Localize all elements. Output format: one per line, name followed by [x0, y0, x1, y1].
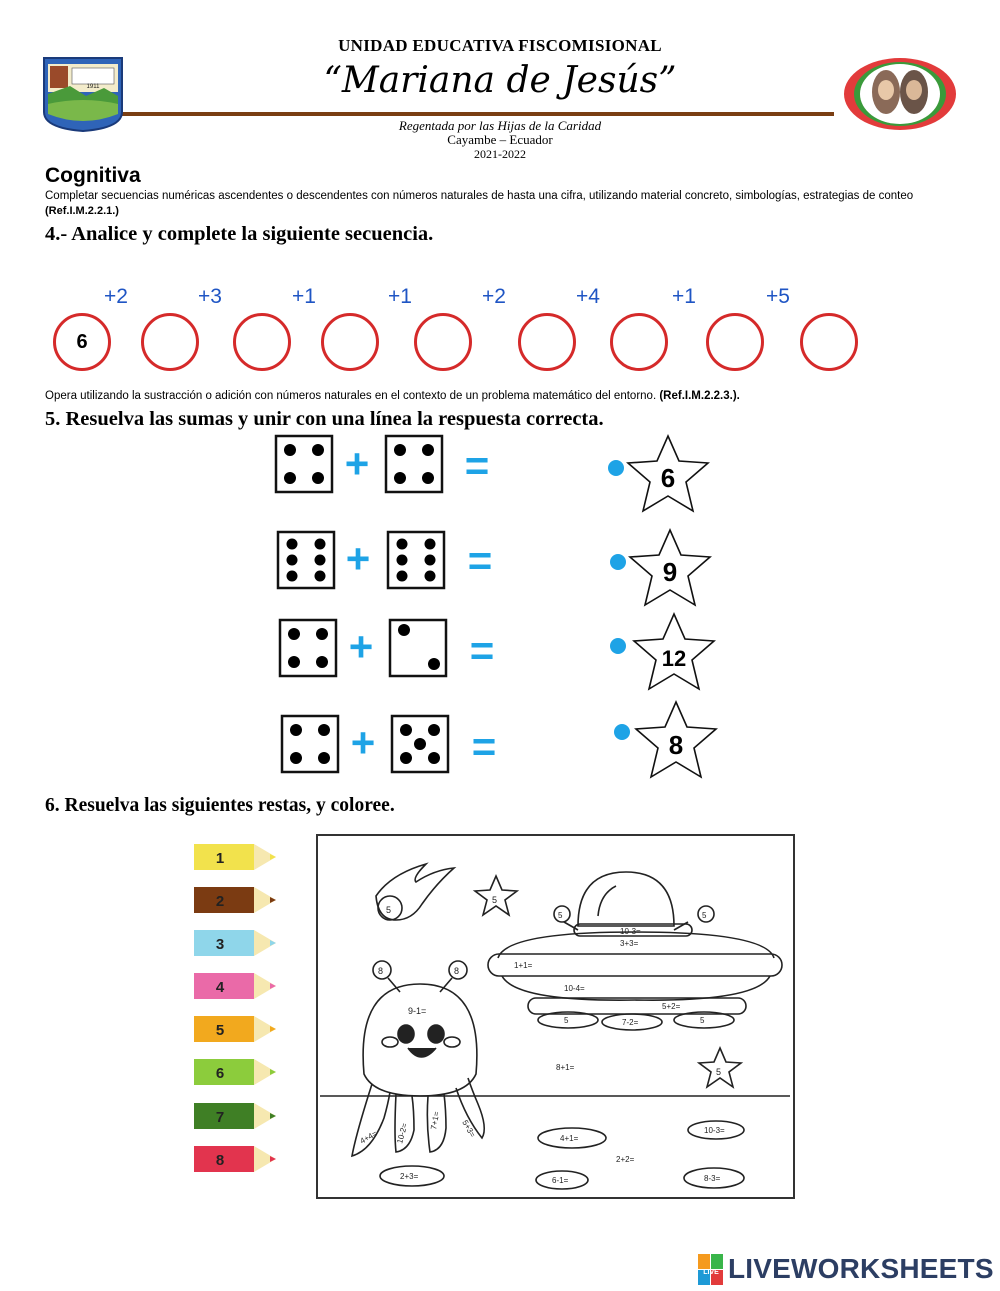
- exercise-4-title: 4.- Analice y complete la siguiente secuencia.: [45, 223, 434, 245]
- die-four: [280, 620, 336, 676]
- saints-portrait-logo: [842, 56, 958, 132]
- star-number: 12: [661, 646, 687, 671]
- operations-description-text: Opera utilizando la sustracción o adición con números naturales en el contexto de un problema matemático del entorno.: [45, 390, 657, 402]
- cognitiva-reference: (Ref.I.M.2.2.1.): [45, 205, 119, 217]
- rock-label: 6-1=: [552, 1176, 569, 1185]
- sequence-answer-circle[interactable]: [414, 313, 472, 371]
- increment-label: +2: [482, 285, 506, 308]
- ufo-region-label: 5: [700, 1016, 705, 1025]
- increment-label: +1: [292, 285, 316, 308]
- alien-leg-label: 5+3=: [460, 1118, 478, 1139]
- sequence-answer-circle[interactable]: [800, 313, 858, 371]
- pencil-2: [194, 887, 276, 913]
- plus-sign: +: [344, 440, 370, 487]
- school-logo: [42, 56, 124, 132]
- comet-number: 5: [386, 905, 392, 915]
- pencil-number: 5: [215, 1022, 225, 1039]
- star-number: 6: [660, 463, 676, 493]
- equals-sign: =: [471, 723, 497, 770]
- alien-leg-label: 10-2=: [395, 1122, 410, 1145]
- logo-year: 1911: [86, 84, 100, 90]
- pencil-number: 1: [215, 850, 225, 867]
- star-number: 9: [662, 557, 678, 587]
- connect-dot[interactable]: [610, 638, 626, 654]
- sequence-answer-circle[interactable]: [141, 313, 199, 371]
- pencil-1: [194, 844, 276, 870]
- connect-dot[interactable]: [610, 554, 626, 570]
- equals-sign: =: [469, 627, 495, 674]
- ground-label: 2+2=: [616, 1155, 635, 1164]
- pencil-5: [194, 1016, 276, 1042]
- coloring-picture[interactable]: [316, 834, 796, 1200]
- addition-row-1: [276, 436, 708, 511]
- connect-dot[interactable]: [608, 460, 624, 476]
- die-four: [386, 436, 442, 492]
- plus-sign: +: [348, 623, 374, 670]
- liveworksheets-brand: LIVEWORKSHEETS: [728, 1253, 994, 1284]
- section-title-cognitiva: Cognitiva: [45, 164, 141, 187]
- increment-label: +1: [672, 285, 696, 308]
- ufo-region-label: 5+2=: [662, 1002, 681, 1011]
- ufo-region-label: 10-3=: [620, 927, 641, 936]
- rock-label: 8-3=: [704, 1174, 721, 1183]
- star-number: 5: [492, 895, 498, 905]
- addition-row-3: [280, 614, 714, 689]
- exercise-6-title: 6. Resuelva las siguientes restas, y coloree.: [45, 795, 395, 816]
- equals-sign: =: [464, 442, 490, 489]
- pencil-number: 4: [215, 979, 225, 996]
- sequence-answer-circle[interactable]: [610, 313, 668, 371]
- connect-dot[interactable]: [614, 724, 630, 740]
- die-four: [282, 716, 338, 772]
- sequence-answer-circle[interactable]: [518, 313, 576, 371]
- pencil-8: [194, 1146, 276, 1172]
- header-location: Cayambe – Ecuador: [447, 132, 553, 147]
- header-subtitle: Regentada por las Hijas de la Caridad: [398, 118, 602, 133]
- increment-label: +4: [576, 285, 600, 308]
- pencil-number: 6: [215, 1065, 225, 1082]
- star-number: 5: [716, 1067, 722, 1077]
- equals-sign: =: [467, 537, 493, 584]
- ufo-antenna-number: 5: [702, 911, 707, 920]
- header-divider: [122, 112, 834, 116]
- die-six: [278, 532, 334, 588]
- alien-leg-label: 4+4=: [358, 1128, 379, 1146]
- pencil-7: [194, 1103, 276, 1129]
- ufo-region-label: 5: [564, 1016, 569, 1025]
- operations-reference: (Ref.I.M.2.2.3.).: [659, 390, 740, 402]
- die-six: [388, 532, 444, 588]
- ufo-region-label: 1+1=: [514, 961, 533, 970]
- addition-row-2: [278, 530, 710, 605]
- sequence-answer-circle[interactable]: [233, 313, 291, 371]
- pencil-3: [194, 930, 276, 956]
- school-motto: “Mariana de Jesús”: [323, 60, 677, 101]
- rock-label: 10-3=: [704, 1126, 725, 1135]
- pencil-4: [194, 973, 276, 999]
- ground-label: 8+1=: [556, 1063, 575, 1072]
- increment-label: +1: [388, 285, 412, 308]
- liveworksheets-logo-icon: [698, 1254, 724, 1286]
- alien-head-label: 9-1=: [408, 1006, 427, 1016]
- increment-label: +2: [104, 285, 128, 308]
- star-number: 8: [668, 730, 684, 760]
- pencil-number: 8: [215, 1152, 225, 1169]
- sequence-circle-start: 6: [53, 313, 111, 371]
- pencil-6: [194, 1059, 276, 1085]
- header-school-year: 2021-2022: [474, 147, 526, 161]
- pencil-number: 7: [215, 1109, 225, 1126]
- alien-antenna-number: 8: [454, 966, 460, 976]
- plus-sign: +: [350, 719, 376, 766]
- brand-badge: LIVE: [703, 1269, 719, 1276]
- pencil-number: 3: [215, 936, 225, 953]
- sequence-answer-circle[interactable]: [321, 313, 379, 371]
- increment-label: +3: [198, 285, 222, 308]
- color-key-pencils: [190, 838, 305, 1178]
- dice-addition-area: [260, 430, 730, 800]
- school-name: UNIDAD EDUCATIVA FISCOMISIONAL: [338, 36, 662, 55]
- operations-description: [45, 390, 740, 402]
- alien-leg-label: 7+1=: [429, 1110, 442, 1131]
- ufo-region-label: 3+3=: [620, 939, 639, 948]
- rock-label: 2+3=: [400, 1172, 419, 1181]
- sequence-answer-circle[interactable]: [706, 313, 764, 371]
- rock-label: 4+1=: [560, 1134, 579, 1143]
- ufo-region-label: 7-2=: [622, 1018, 639, 1027]
- die-four: [276, 436, 332, 492]
- ufo-antenna-number: 5: [558, 911, 563, 920]
- pencil-number: 2: [215, 893, 225, 910]
- exercise-5-title: 5. Resuelva las sumas y unir con una línea la respuesta correcta.: [45, 408, 604, 430]
- plus-sign: +: [345, 535, 371, 582]
- addition-row-4: [282, 702, 716, 777]
- picture-frame: [317, 835, 794, 1198]
- alien-antenna-number: 8: [378, 966, 384, 976]
- ufo-region-label: 10-4=: [564, 984, 585, 993]
- cognitiva-description: Completar secuencias numéricas ascendentes o descendentes con números naturales de hasta una cifra, utilizando material concreto, simbologías, estrategias de conteo: [45, 190, 914, 202]
- increment-label: +5: [766, 285, 790, 308]
